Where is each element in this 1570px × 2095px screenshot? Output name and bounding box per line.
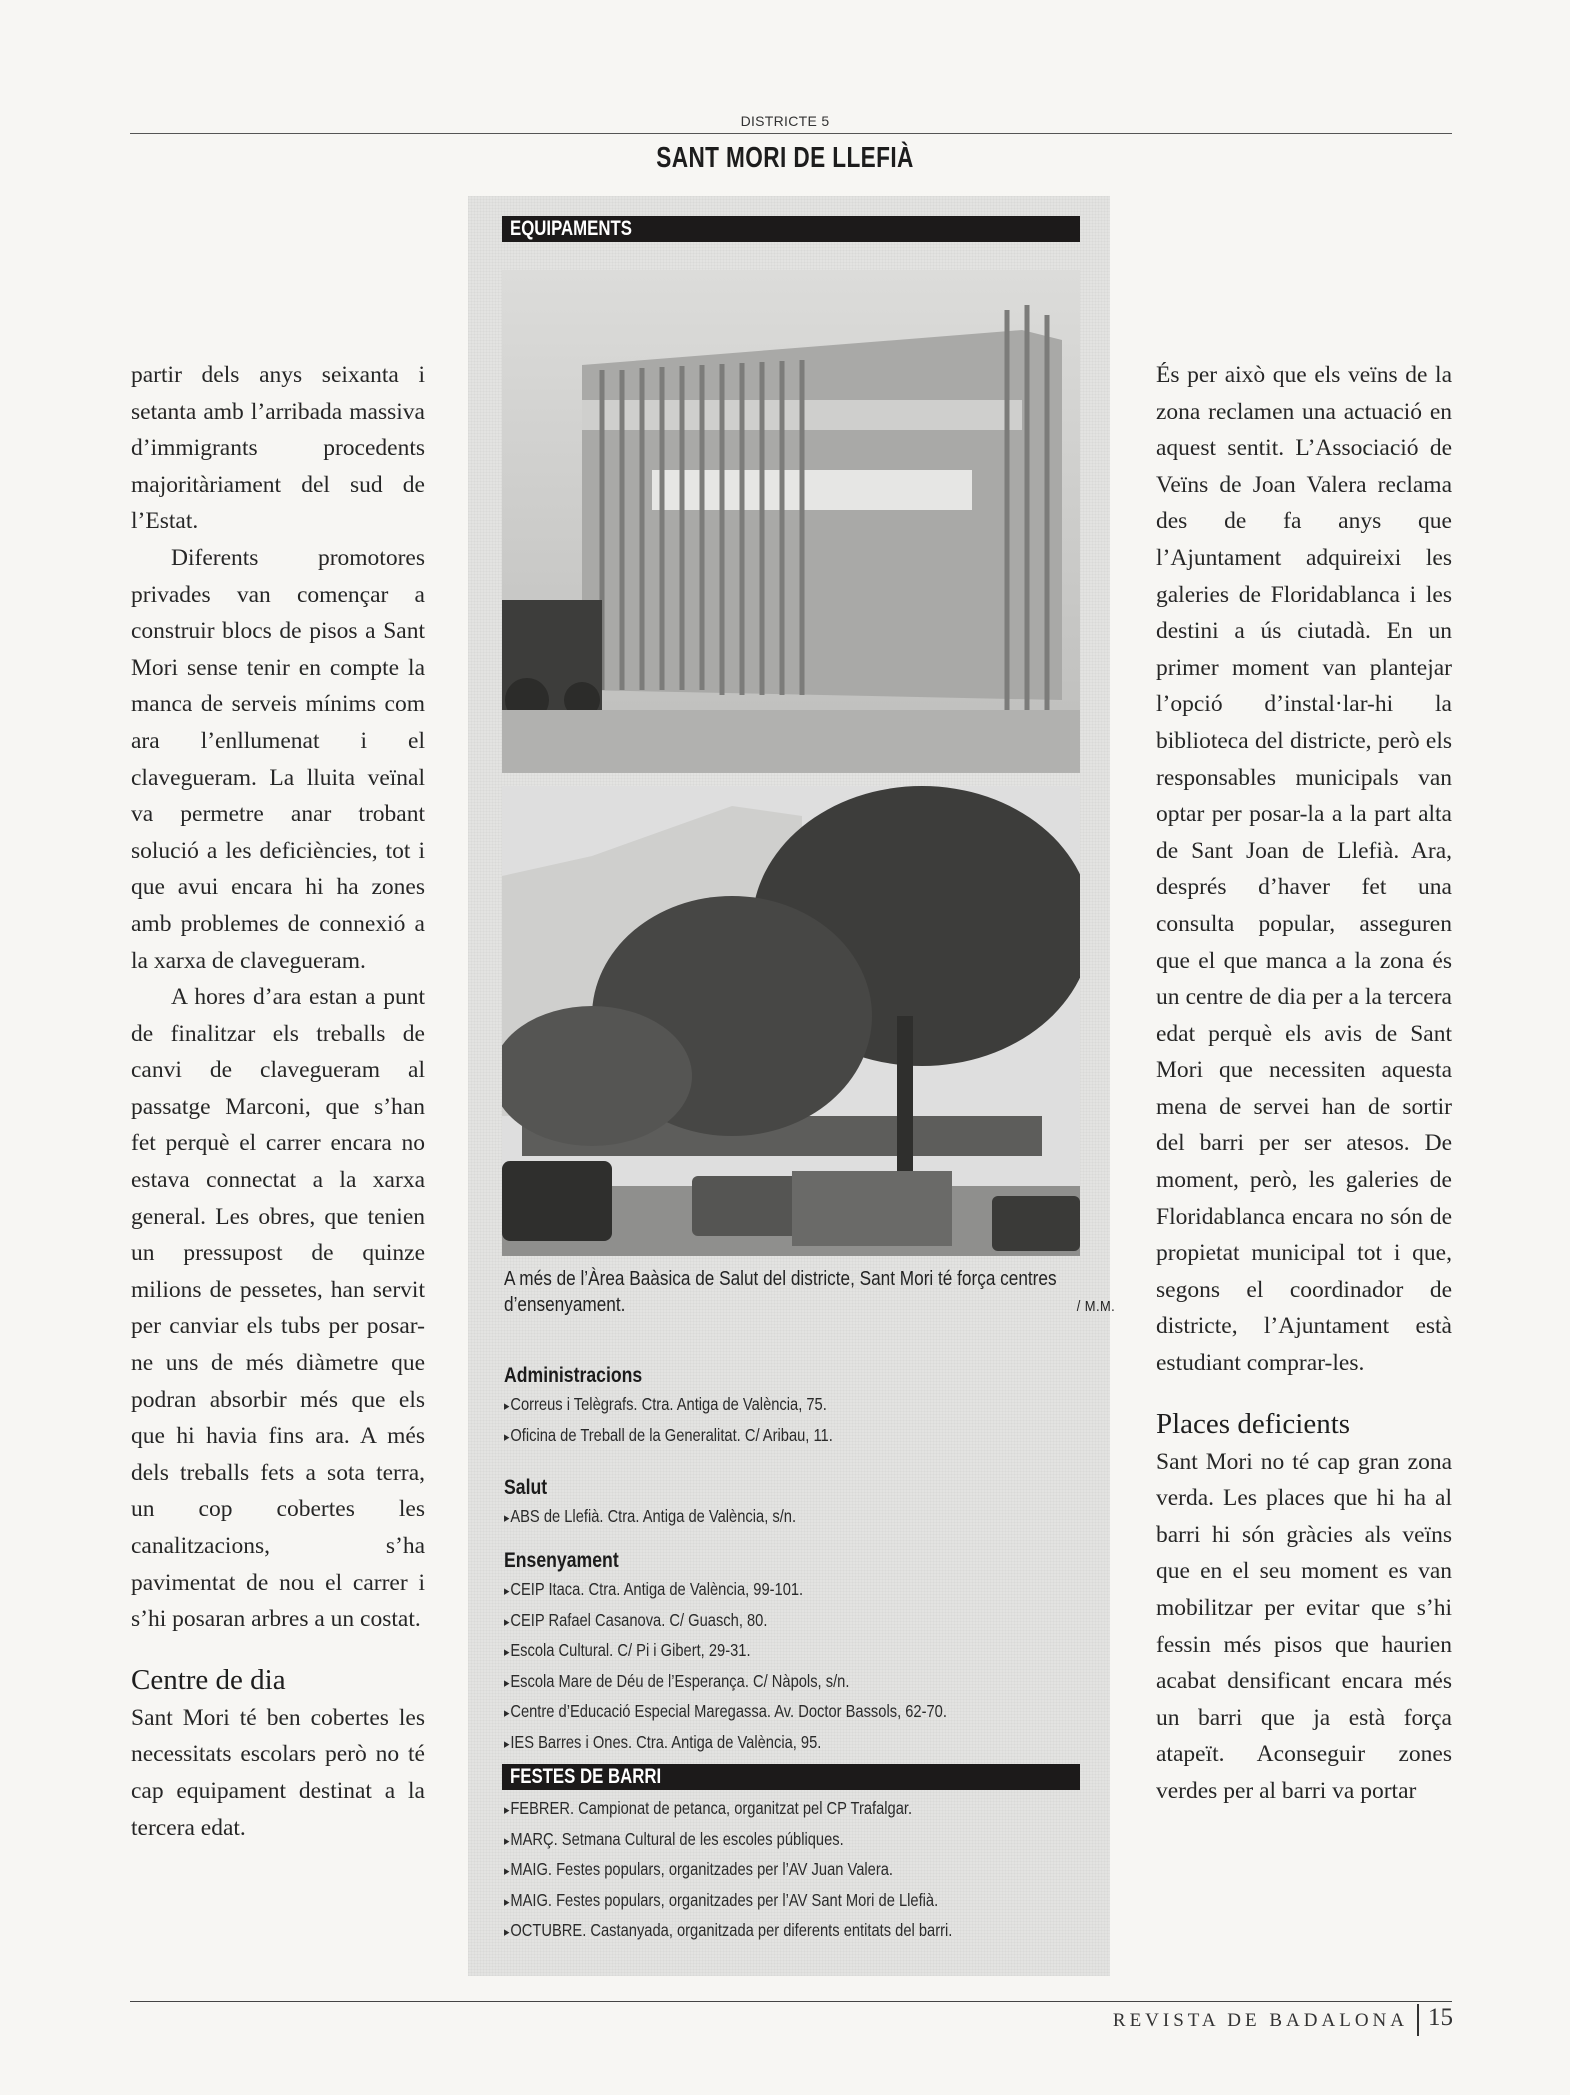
photo-street (502, 786, 1080, 1256)
paragraph: partir dels anys seixanta i setanta amb l’arribada massiva d’immigrants procedents majoritàriament del sud de l’Estat. (131, 362, 425, 535)
paragraph: És per això que els veïns de la zona reclamen una actuació en aquest sentit. L’Associació de Veïns de Joan Valera reclama des de fa anys que l’Ajuntament adquireixi les galeries de Floridablanca i les destini a ús ciutadà. En un primer moment van plantejar l’opció d’instal·lar-hi la biblioteca del districte, però els responsables municipals van optar per posar-la a la part alta de Sant Joan de Llefià. Ara, després d’haver fet una consulta popular, asseguren que el que manca a la zona és un centre de dia per a la tercera edat perquè els avis de Sant Mori que necessiten aquesta mena de servei han de sortir del barri per ser atesos. De moment, però, les galeries de Floridablanca encara no són de propietat municipal tot i que, segons el coordinador de districte, l’Ajuntament està estudiant comprar-les. (1156, 362, 1452, 1377)
photo-street-image (502, 786, 1080, 1256)
paragraph: Sant Mori no té cap gran zona verda. Les places que hi ha al barri hi són gràcies als veïns que en el seu moment es van mobilitzar per evitar que s’hi fessin més pisos que haurien acabat densificant encara més un barri que ja està força atapeït. Aconseguir zones verdes per al barri va portar (1156, 1448, 1452, 1804)
list-item: ▸ CEIP Rafael Casanova. C/ Guasch, 80. (504, 1606, 1092, 1637)
group-heading: Ensenyament (504, 1549, 619, 1572)
page-number: 15 (1428, 2004, 1453, 2031)
paragraph: A hores d’ara estan a punt de finalitzar els treballs de canvi de clavegueram al passatge Marconi, que s’han fet perquè el carrer encara no estava connectat a la xarxa general. Les obres, que tenien un pressupost de quinze milions de pessetes, han servit per canviar els tubs per posar-ne uns de més diàmetre que podran absorbir més que els que hi havia fins ara. A més dels treballs fets a sota terra, un cop cobertes les canalitzacions, s’ha pavimentat de nou el carrer i s’hi posaran arbres a un costat. (131, 984, 425, 1633)
list-item: ▸ FEBRER. Campionat de petanca, organitzat pel CP Trafalgar. (504, 1794, 1092, 1825)
photo-gate-image (502, 270, 1080, 773)
header-rule (130, 133, 1452, 134)
section-label: DISTRICTE 5 (740, 113, 830, 129)
subheading-centre-de-dia: Centre de dia (131, 1663, 286, 1696)
festes-heading: FESTES DE BARRI (510, 1765, 662, 1788)
list-item: ▸ MARÇ. Setmana Cultural de les escoles públiques. (504, 1825, 1092, 1856)
group-ensenyament (504, 1547, 1092, 1758)
list-item: ▸ OCTUBRE. Castanyada, organitzada per diferents entitats del barri. (504, 1916, 1092, 1947)
footer-separator (1417, 2004, 1419, 2036)
photo-credit: / M.M. (1076, 1298, 1116, 1315)
list-item: ▸ Escola Mare de Déu de l’Esperança. C/ Nàpols, s/n. (504, 1667, 1092, 1698)
list-item: ▸ Oficina de Treball de la Generalitat. C/ Aribau, 11. (504, 1421, 1092, 1452)
photo-caption (504, 1266, 1116, 1320)
list-item: ▸ Correus i Telègrafs. Ctra. Antiga de València, 75. (504, 1390, 1092, 1421)
left-column (131, 357, 425, 1846)
group-administracions (504, 1362, 1092, 1451)
list-item: ▸ IES Barres i Ones. Ctra. Antiga de València, 95. (504, 1728, 1092, 1759)
group-heading: Salut (504, 1476, 548, 1499)
list-item: ▸ ABS de Llefià. Ctra. Antiga de València, s/n. (504, 1502, 1092, 1533)
caption-text: A més de l’Àrea Baàsica de Salut del districte, Sant Mori té força centres d’ensenyament. (504, 1268, 1057, 1316)
paragraph: Sant Mori té ben cobertes les necessitats escolars però no té cap equipament destinat a la tercera edat. (131, 1704, 425, 1841)
list-item: ▸ MAIG. Festes populars, organitzades per l’AV Juan Valera. (504, 1855, 1092, 1886)
group-festes (504, 1794, 1092, 1947)
equipaments-heading-bar (502, 216, 1080, 242)
subheading-places-deficients: Places deficients (1156, 1407, 1351, 1440)
equipaments-sidebar (468, 196, 1116, 1976)
footer-rule (130, 2001, 1452, 2002)
group-heading: Administracions (504, 1364, 643, 1387)
festes-heading-bar (502, 1764, 1080, 1790)
photo-gate (502, 270, 1080, 773)
list-item: ▸ MAIG. Festes populars, organitzades per l’AV Sant Mori de Llefià. (504, 1886, 1092, 1917)
list-item: ▸ Escola Cultural. C/ Pi i Gibert, 29-31. (504, 1636, 1092, 1667)
group-salut (504, 1474, 1092, 1533)
magazine-name: REVISTA DE BADALONA (1112, 2010, 1408, 2031)
list-item: ▸ Centre d’Educació Especial Maregassa. Av. Doctor Bassols, 62-70. (504, 1697, 1092, 1728)
right-column (1156, 357, 1452, 1810)
paragraph: Diferents promotores privades van començar a construir blocs de pisos a Sant Mori sense tenir en compte la manca de serveis mínims com ara l’enllumenat i el clavegueram. La lluita veïnal va permetre anar trobant solució a les deficiències, tot i que avui encara hi ha zones amb problemes de connexió a la xarxa de clavegueram. (131, 544, 425, 974)
list-item: ▸ CEIP Itaca. Ctra. Antiga de València, 99-101. (504, 1575, 1092, 1606)
page-title: SANT MORI DE LLEFIÀ (656, 142, 914, 174)
equipaments-heading: EQUIPAMENTS (510, 217, 632, 240)
